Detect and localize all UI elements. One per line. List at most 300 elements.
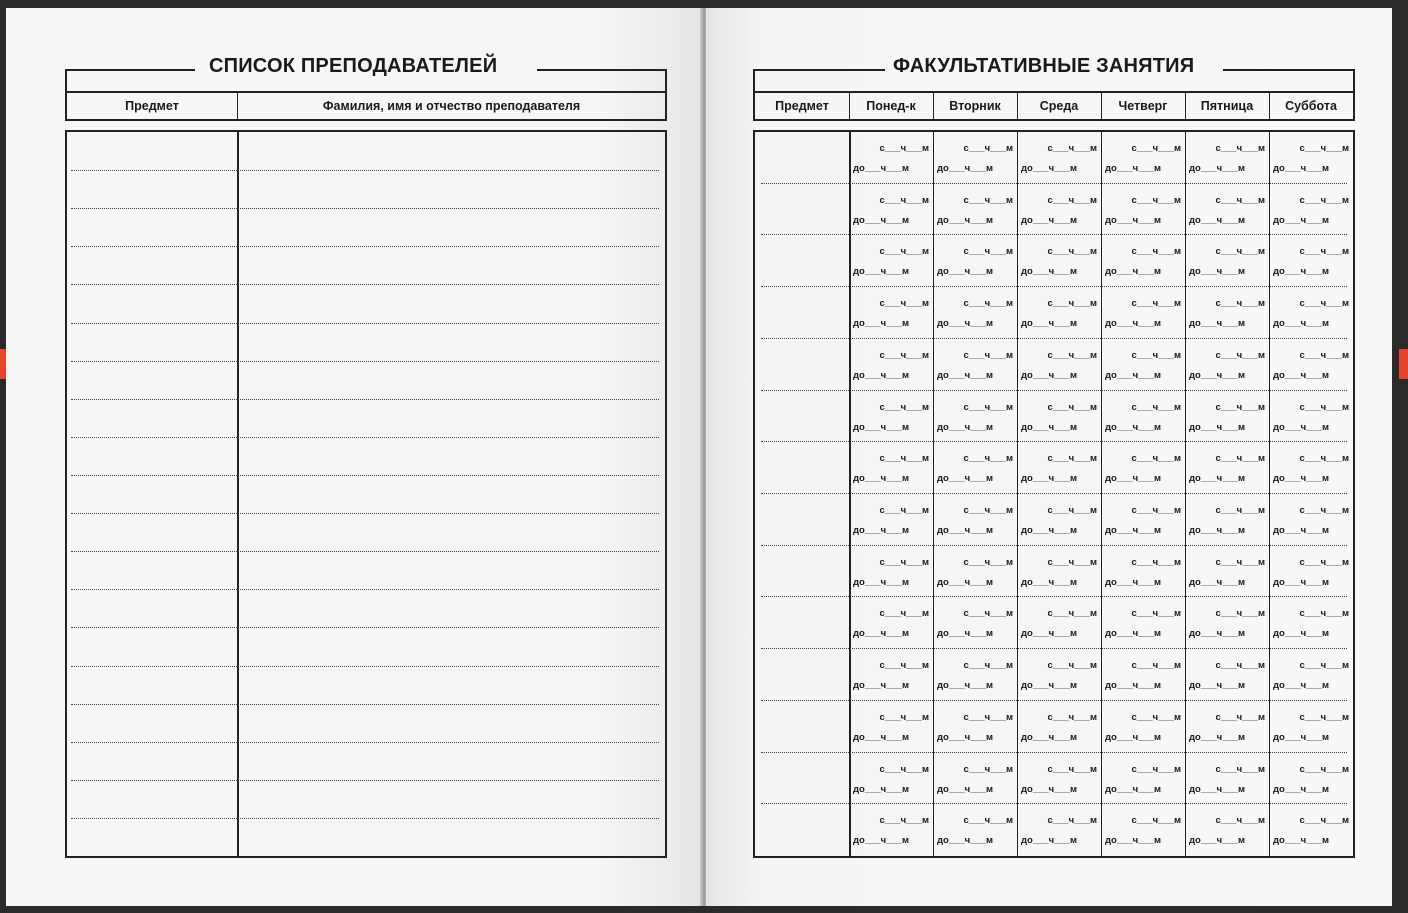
time-from-label: с___ч___м <box>963 815 1013 827</box>
elective-subject-field[interactable] <box>755 287 848 339</box>
time-to-label: до___ч___м <box>1021 628 1078 640</box>
time-from-label: с___ч___м <box>879 660 929 672</box>
time-to-label: до___ч___м <box>1105 266 1162 278</box>
time-slot-field[interactable] <box>1189 287 1265 339</box>
teacher-name-entry-field[interactable] <box>239 551 665 589</box>
time-to-label: до___ч___м <box>1105 731 1162 743</box>
time-to-label: до___ч___м <box>937 680 994 692</box>
time-to-label: до___ч___м <box>1105 835 1162 847</box>
time-slot-field[interactable] <box>1189 649 1265 701</box>
time-slot-field[interactable] <box>1021 753 1097 805</box>
time-from-label: с___ч___м <box>1047 349 1097 361</box>
subject-entry-field[interactable] <box>67 818 237 856</box>
time-slot-field[interactable] <box>1021 494 1097 546</box>
time-to-label: до___ч___м <box>853 421 910 433</box>
time-to-label: до___ч___м <box>937 163 994 174</box>
subject-entry-field[interactable] <box>67 780 237 818</box>
time-from-label: с___ч___м <box>1047 608 1097 620</box>
time-slot-field[interactable] <box>1189 546 1265 598</box>
time-from-label: с___ч___м <box>1215 660 1265 672</box>
time-from-label: с___ч___м <box>1215 194 1265 206</box>
time-to-label: до___ч___м <box>1273 576 1330 588</box>
time-to-label: до___ч___м <box>937 369 994 381</box>
teacher-name-entry-field[interactable] <box>239 475 665 513</box>
time-to-label: до___ч___м <box>1021 369 1078 381</box>
time-from-label: с___ч___м <box>879 608 929 620</box>
time-slot-field[interactable] <box>853 597 929 649</box>
time-slot-field[interactable] <box>1021 391 1097 443</box>
electives-table <box>753 130 1355 858</box>
time-slot-field[interactable] <box>853 184 929 236</box>
time-to-label: до___ч___м <box>937 214 994 226</box>
time-slot-field[interactable] <box>1021 649 1097 701</box>
time-from-label: с___ч___м <box>1047 298 1097 310</box>
time-from-label: с___ч___м <box>879 401 929 413</box>
time-from-label: с___ч___м <box>963 660 1013 672</box>
time-from-label: с___ч___м <box>1047 763 1097 775</box>
time-slot-field[interactable] <box>1105 701 1181 753</box>
time-slot-field[interactable] <box>1189 804 1265 856</box>
time-slot-field[interactable] <box>937 132 1013 184</box>
time-to-label: до___ч___м <box>937 318 994 330</box>
time-to-label: до___ч___м <box>1273 835 1330 847</box>
elective-subject-field[interactable] <box>755 701 848 753</box>
time-slot-field[interactable] <box>1105 649 1181 701</box>
time-slot-field[interactable] <box>1021 132 1097 184</box>
time-from-label: с___ч___м <box>1299 401 1349 413</box>
time-slot-field[interactable] <box>1105 235 1181 287</box>
time-to-label: до___ч___м <box>1273 163 1330 174</box>
time-to-label: до___ч___м <box>1189 163 1246 174</box>
time-slot-field[interactable] <box>937 701 1013 753</box>
time-to-label: до___ч___м <box>1189 421 1246 433</box>
teacher-name-entry-field[interactable] <box>239 170 665 208</box>
time-to-label: до___ч___м <box>937 421 994 433</box>
time-from-label: с___ч___м <box>1299 556 1349 568</box>
time-to-label: до___ч___м <box>1273 731 1330 743</box>
time-slot-field[interactable] <box>853 132 929 184</box>
time-to-label: до___ч___м <box>1273 214 1330 226</box>
time-slot-field[interactable] <box>1273 132 1349 184</box>
time-slot-field[interactable] <box>1105 597 1181 649</box>
time-from-label: с___ч___м <box>1131 246 1181 258</box>
time-from-label: с___ч___м <box>879 763 929 775</box>
subject-entry-field[interactable] <box>67 704 237 742</box>
time-slot-field[interactable] <box>1273 649 1349 701</box>
time-to-label: до___ч___м <box>853 163 910 174</box>
time-to-label: до___ч___м <box>937 783 994 795</box>
elective-subject-field[interactable] <box>755 184 848 236</box>
elective-subject-field[interactable] <box>755 494 848 546</box>
time-from-label: с___ч___м <box>1131 815 1181 827</box>
time-to-label: до___ч___м <box>1105 163 1162 174</box>
subject-entry-field[interactable] <box>67 208 237 246</box>
subject-entry-field[interactable] <box>67 246 237 284</box>
time-from-label: с___ч___м <box>1131 711 1181 723</box>
time-from-label: с___ч___м <box>1131 453 1181 465</box>
time-from-label: с___ч___м <box>1131 505 1181 516</box>
time-slot-field[interactable] <box>1105 132 1181 184</box>
time-slot-field[interactable] <box>853 235 929 287</box>
time-to-label: до___ч___м <box>853 680 910 692</box>
time-to-label: до___ч___м <box>1021 473 1078 485</box>
time-to-label: до___ч___м <box>1021 680 1078 692</box>
teacher-name-entry-field[interactable] <box>239 704 665 742</box>
subject-entry-field[interactable] <box>67 323 237 361</box>
time-slot-field[interactable] <box>1021 597 1097 649</box>
time-from-label: с___ч___м <box>1299 349 1349 361</box>
time-slot-field[interactable] <box>1273 701 1349 753</box>
time-to-label: до___ч___м <box>1105 628 1162 640</box>
time-from-label: с___ч___м <box>1215 349 1265 361</box>
time-to-label: до___ч___м <box>937 576 994 588</box>
electives-header <box>753 55 1355 121</box>
time-from-label: с___ч___м <box>1131 556 1181 568</box>
time-slot-field[interactable] <box>937 804 1013 856</box>
time-to-label: до___ч___м <box>1189 214 1246 226</box>
time-from-label: с___ч___м <box>1131 143 1181 154</box>
time-slot-field[interactable] <box>937 339 1013 391</box>
time-slot-field[interactable] <box>937 184 1013 236</box>
elective-subject-field[interactable] <box>755 442 848 494</box>
time-slot-field[interactable] <box>1021 339 1097 391</box>
time-from-label: с___ч___м <box>1299 763 1349 775</box>
time-from-label: с___ч___м <box>1299 453 1349 465</box>
time-to-label: до___ч___м <box>1021 318 1078 330</box>
time-slot-field[interactable] <box>1189 701 1265 753</box>
time-slot-field[interactable] <box>1273 494 1349 546</box>
time-to-label: до___ч___м <box>937 525 994 536</box>
time-from-label: с___ч___м <box>963 246 1013 258</box>
time-from-label: с___ч___м <box>1215 556 1265 568</box>
subject-entry-field[interactable] <box>67 361 237 399</box>
subject-entry-field[interactable] <box>67 132 237 170</box>
time-to-label: до___ч___м <box>853 369 910 381</box>
time-to-label: до___ч___м <box>1273 421 1330 433</box>
time-to-label: до___ч___м <box>937 835 994 847</box>
time-from-label: с___ч___м <box>1047 711 1097 723</box>
time-from-label: с___ч___м <box>1047 246 1097 258</box>
time-from-label: с___ч___м <box>879 194 929 206</box>
time-slot-field[interactable] <box>937 649 1013 701</box>
time-to-label: до___ч___м <box>1273 473 1330 485</box>
time-slot-field[interactable] <box>1189 597 1265 649</box>
time-to-label: до___ч___м <box>937 266 994 278</box>
time-from-label: с___ч___м <box>1299 246 1349 258</box>
time-from-label: с___ч___м <box>1131 401 1181 413</box>
time-from-label: с___ч___м <box>1299 660 1349 672</box>
time-to-label: до___ч___м <box>1021 783 1078 795</box>
time-to-label: до___ч___м <box>853 835 910 847</box>
subject-entry-field[interactable] <box>67 284 237 322</box>
teachers-table <box>65 130 667 858</box>
time-slot-field[interactable] <box>937 235 1013 287</box>
time-from-label: с___ч___м <box>963 349 1013 361</box>
teacher-name-entry-field[interactable] <box>239 780 665 818</box>
time-slot-field[interactable] <box>1105 184 1181 236</box>
time-slot-field[interactable] <box>1189 391 1265 443</box>
subject-entry-field[interactable] <box>67 399 237 437</box>
time-slot-field[interactable] <box>1189 339 1265 391</box>
elective-subject-field[interactable] <box>755 546 848 598</box>
time-slot-field[interactable] <box>1105 753 1181 805</box>
teacher-name-entry-field[interactable] <box>239 361 665 399</box>
time-from-label: с___ч___м <box>963 608 1013 620</box>
time-from-label: с___ч___м <box>1047 143 1097 154</box>
time-to-label: до___ч___м <box>1273 628 1330 640</box>
teacher-name-entry-field[interactable] <box>239 818 665 856</box>
column-header-subject: Предмет <box>125 99 179 113</box>
column-header-saturday: Суббота <box>1285 99 1337 113</box>
elective-subject-field[interactable] <box>755 597 848 649</box>
time-slot-field[interactable] <box>1021 287 1097 339</box>
time-slot-field[interactable] <box>1021 804 1097 856</box>
time-slot-field[interactable] <box>1021 235 1097 287</box>
time-slot-field[interactable] <box>937 597 1013 649</box>
time-to-label: до___ч___м <box>1189 473 1246 485</box>
teacher-name-entry-field[interactable] <box>239 513 665 551</box>
time-from-label: с___ч___м <box>1215 453 1265 465</box>
column-header-monday: Понед-к <box>866 99 916 113</box>
time-from-label: с___ч___м <box>1047 815 1097 827</box>
time-slot-field[interactable] <box>1105 339 1181 391</box>
time-slot-field[interactable] <box>1189 132 1265 184</box>
time-slot-field[interactable] <box>1189 442 1265 494</box>
teacher-name-entry-field[interactable] <box>239 399 665 437</box>
time-to-label: до___ч___м <box>1273 783 1330 795</box>
subject-entry-field[interactable] <box>67 589 237 627</box>
time-slot-field[interactable] <box>1105 804 1181 856</box>
time-slot-field[interactable] <box>1189 753 1265 805</box>
elective-subject-field[interactable] <box>755 804 848 856</box>
elective-subject-field[interactable] <box>755 753 848 805</box>
teacher-name-entry-field[interactable] <box>239 208 665 246</box>
time-slot-field[interactable] <box>1105 494 1181 546</box>
time-from-label: с___ч___м <box>1131 660 1181 672</box>
time-to-label: до___ч___м <box>853 266 910 278</box>
time-from-label: с___ч___м <box>1299 815 1349 827</box>
time-slot-field[interactable] <box>853 442 929 494</box>
time-to-label: до___ч___м <box>1021 214 1078 226</box>
time-slot-field[interactable] <box>1189 235 1265 287</box>
time-from-label: с___ч___м <box>879 143 929 154</box>
time-to-label: до___ч___м <box>1021 576 1078 588</box>
time-slot-field[interactable] <box>1273 339 1349 391</box>
time-from-label: с___ч___м <box>1299 608 1349 620</box>
time-slot-field[interactable] <box>1273 753 1349 805</box>
time-to-label: до___ч___м <box>1189 628 1246 640</box>
time-slot-field[interactable] <box>1273 287 1349 339</box>
elective-subject-field[interactable] <box>755 235 848 287</box>
time-slot-field[interactable] <box>937 546 1013 598</box>
elective-subject-field[interactable] <box>755 339 848 391</box>
time-from-label: с___ч___м <box>963 505 1013 516</box>
time-to-label: до___ч___м <box>1189 266 1246 278</box>
time-from-label: с___ч___м <box>1131 298 1181 310</box>
time-to-label: до___ч___м <box>1189 576 1246 588</box>
time-from-label: с___ч___м <box>963 143 1013 154</box>
time-slot-field[interactable] <box>853 804 929 856</box>
time-slot-field[interactable] <box>937 287 1013 339</box>
time-from-label: с___ч___м <box>963 401 1013 413</box>
time-from-label: с___ч___м <box>1215 298 1265 310</box>
time-to-label: до___ч___м <box>1021 421 1078 433</box>
time-from-label: с___ч___м <box>1131 349 1181 361</box>
subject-entry-field[interactable] <box>67 513 237 551</box>
time-from-label: с___ч___м <box>963 763 1013 775</box>
time-to-label: до___ч___м <box>937 731 994 743</box>
time-slot-field[interactable] <box>937 391 1013 443</box>
teacher-name-entry-field[interactable] <box>239 742 665 780</box>
teacher-name-entry-field[interactable] <box>239 437 665 475</box>
time-from-label: с___ч___м <box>963 298 1013 310</box>
time-slot-field[interactable] <box>1021 701 1097 753</box>
subject-entry-field[interactable] <box>67 475 237 513</box>
time-from-label: с___ч___м <box>1131 763 1181 775</box>
time-to-label: до___ч___м <box>1021 266 1078 278</box>
time-to-label: до___ч___м <box>1105 680 1162 692</box>
time-to-label: до___ч___м <box>1189 835 1246 847</box>
time-from-label: с___ч___м <box>879 815 929 827</box>
time-to-label: до___ч___м <box>1189 680 1246 692</box>
time-from-label: с___ч___м <box>879 453 929 465</box>
time-from-label: с___ч___м <box>963 453 1013 465</box>
subject-entry-field[interactable] <box>67 666 237 704</box>
teacher-name-entry-field[interactable] <box>239 246 665 284</box>
time-from-label: с___ч___м <box>1215 143 1265 154</box>
page-title: СПИСОК ПРЕПОДАВАТЕЛЕЙ <box>209 55 498 77</box>
time-to-label: до___ч___м <box>1105 369 1162 381</box>
column-header-wednesday: Среда <box>1039 99 1079 113</box>
subject-entry-field[interactable] <box>67 627 237 665</box>
right-page <box>706 8 1392 906</box>
time-from-label: с___ч___м <box>1215 505 1265 516</box>
teacher-name-entry-field[interactable] <box>239 323 665 361</box>
teacher-name-entry-field[interactable] <box>239 627 665 665</box>
time-from-label: с___ч___м <box>879 505 929 516</box>
time-slot-field[interactable] <box>1273 391 1349 443</box>
column-header-tuesday: Вторник <box>949 99 1001 113</box>
time-from-label: с___ч___м <box>1215 815 1265 827</box>
time-slot-field[interactable] <box>853 753 929 805</box>
time-from-label: с___ч___м <box>1215 608 1265 620</box>
bookmark-ribbon-right <box>1399 349 1408 379</box>
time-slot-field[interactable] <box>1021 546 1097 598</box>
time-from-label: с___ч___м <box>1215 401 1265 413</box>
time-slot-field[interactable] <box>937 494 1013 546</box>
time-to-label: до___ч___м <box>853 628 910 640</box>
time-to-label: до___ч___м <box>937 628 994 640</box>
time-to-label: до___ч___м <box>1273 369 1330 381</box>
time-slot-field[interactable] <box>853 649 929 701</box>
time-from-label: с___ч___м <box>963 194 1013 206</box>
time-slot-field[interactable] <box>1273 804 1349 856</box>
teacher-name-entry-field[interactable] <box>239 132 665 170</box>
time-slot-field[interactable] <box>937 753 1013 805</box>
time-from-label: с___ч___м <box>1215 246 1265 258</box>
time-slot-field[interactable] <box>1105 442 1181 494</box>
time-to-label: до___ч___м <box>937 473 994 485</box>
time-to-label: до___ч___м <box>1105 421 1162 433</box>
time-to-label: до___ч___м <box>1105 214 1162 226</box>
time-from-label: с___ч___м <box>1215 763 1265 775</box>
time-to-label: до___ч___м <box>1021 835 1078 847</box>
time-to-label: до___ч___м <box>1273 525 1330 536</box>
column-header-friday: Пятница <box>1200 99 1254 113</box>
subject-entry-field[interactable] <box>67 170 237 208</box>
time-from-label: с___ч___м <box>879 349 929 361</box>
time-slot-field[interactable] <box>1273 235 1349 287</box>
time-slot-field[interactable] <box>853 494 929 546</box>
teacher-name-entry-field[interactable] <box>239 589 665 627</box>
time-slot-field[interactable] <box>1273 442 1349 494</box>
subject-entry-field[interactable] <box>67 551 237 589</box>
elective-subject-field[interactable] <box>755 391 848 443</box>
time-to-label: до___ч___м <box>1189 318 1246 330</box>
time-to-label: до___ч___м <box>853 473 910 485</box>
time-from-label: с___ч___м <box>879 298 929 310</box>
time-to-label: до___ч___м <box>853 731 910 743</box>
time-from-label: с___ч___м <box>879 711 929 723</box>
time-slot-field[interactable] <box>1021 184 1097 236</box>
time-to-label: до___ч___м <box>1021 731 1078 743</box>
time-slot-field[interactable] <box>853 546 929 598</box>
time-slot-field[interactable] <box>853 287 929 339</box>
time-slot-field[interactable] <box>1021 442 1097 494</box>
time-from-label: с___ч___м <box>963 556 1013 568</box>
left-page <box>6 8 702 906</box>
time-from-label: с___ч___м <box>1131 194 1181 206</box>
time-from-label: с___ч___м <box>1299 298 1349 310</box>
subject-entry-field[interactable] <box>67 742 237 780</box>
time-slot-field[interactable] <box>853 339 929 391</box>
time-from-label: с___ч___м <box>1047 401 1097 413</box>
time-slot-field[interactable] <box>1273 546 1349 598</box>
column-header-thursday: Четверг <box>1118 99 1168 113</box>
time-from-label: с___ч___м <box>879 246 929 258</box>
time-to-label: до___ч___м <box>1273 680 1330 692</box>
time-slot-field[interactable] <box>1105 546 1181 598</box>
time-slot-field[interactable] <box>853 391 929 443</box>
time-to-label: до___ч___м <box>853 525 910 536</box>
time-from-label: с___ч___м <box>1215 711 1265 723</box>
time-from-label: с___ч___м <box>1047 453 1097 465</box>
column-header-subject: Предмет <box>775 99 829 113</box>
subject-entry-field[interactable] <box>67 437 237 475</box>
time-slot-field[interactable] <box>1273 184 1349 236</box>
time-slot-field[interactable] <box>1273 597 1349 649</box>
time-to-label: до___ч___м <box>1189 525 1246 536</box>
time-slot-field[interactable] <box>853 701 929 753</box>
time-to-label: до___ч___м <box>853 576 910 588</box>
teacher-name-entry-field[interactable] <box>239 666 665 704</box>
elective-subject-field[interactable] <box>755 649 848 701</box>
time-to-label: до___ч___м <box>1105 318 1162 330</box>
time-to-label: до___ч___м <box>1273 318 1330 330</box>
time-to-label: до___ч___м <box>1189 731 1246 743</box>
teacher-name-entry-field[interactable] <box>239 284 665 322</box>
time-from-label: с___ч___м <box>1131 608 1181 620</box>
teachers-header <box>65 55 667 121</box>
time-slot-field[interactable] <box>1189 184 1265 236</box>
time-slot-field[interactable] <box>1105 391 1181 443</box>
time-slot-field[interactable] <box>1189 494 1265 546</box>
time-slot-field[interactable] <box>937 442 1013 494</box>
time-to-label: до___ч___м <box>1021 163 1078 174</box>
elective-subject-field[interactable] <box>755 132 848 184</box>
time-slot-field[interactable] <box>1105 287 1181 339</box>
time-from-label: с___ч___м <box>1299 505 1349 516</box>
